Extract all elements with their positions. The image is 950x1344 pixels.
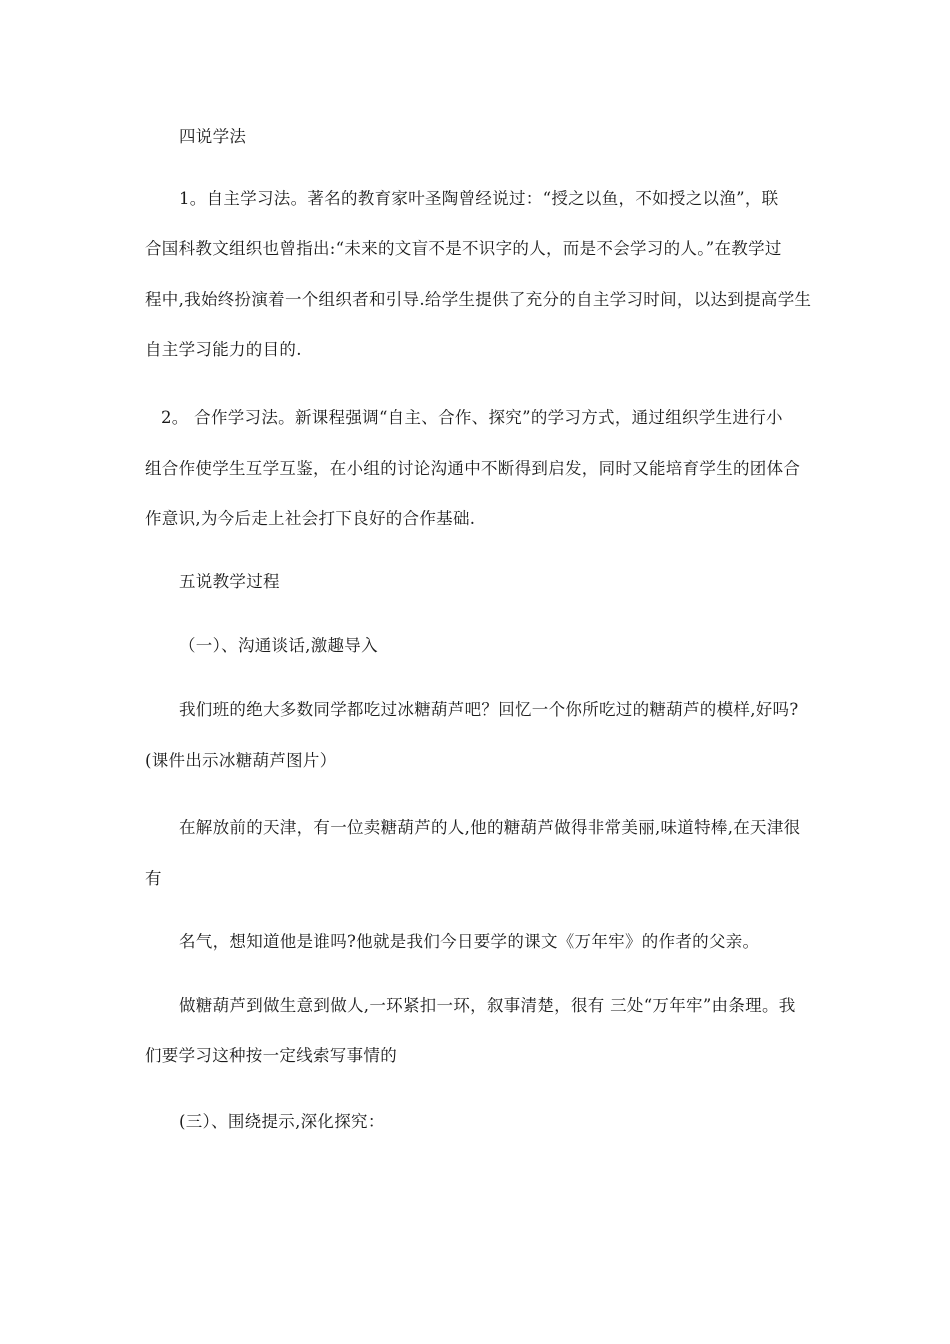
paragraph-2-line-2: 组合作使学生互学互鉴，在小组的讨论沟通中不断得到启发，同时又能培育学生的团体合	[145, 459, 801, 478]
paragraph-2-line-3: 作意识,为今后走上社会打下良好的合作基础.	[145, 509, 476, 528]
paragraph-4-line-2: 有	[145, 869, 162, 888]
paragraph-3-line-1: 我们班的绝大多数同学都吃过冰糖葫芦吧？回忆一个你所吃过的糖葫芦的模样,好吗?	[179, 700, 799, 719]
paragraph-1-line-4: 自主学习能力的目的.	[145, 340, 302, 359]
section-4-title: 四说学法	[179, 127, 247, 146]
paragraph-2-line-1: 2。 合作学习法。新课程强调“自主、合作、探究”的学习方式，通过组织学生进行小	[161, 408, 783, 427]
paragraph-3-line-2: (课件出示冰糖葫芦图片）	[145, 751, 337, 770]
subsection-1-title: （一）、沟通谈话,激趣导入	[179, 636, 378, 655]
paragraph-6-line-1: 做糖葫芦到做生意到做人,一环紧扣一环，叙事清楚，很有 三处“万年牢”由条理。我	[179, 996, 796, 1015]
paragraph-1-line-2: 合国科教文组织也曾指出:“未来的文盲不是不识字的人，而是不会学习的人。”在教学过	[145, 239, 782, 258]
paragraph-1-line-1: 1。自主学习法。著名的教育家叶圣陶曾经说过：“授之以鱼，不如授之以渔”，联	[179, 189, 779, 208]
section-5-title: 五说教学过程	[179, 572, 280, 591]
paragraph-4-line-1: 在解放前的天津，有一位卖糖葫芦的人,他的糖葫芦做得非常美丽,味道特棒,在天津很	[179, 818, 801, 837]
paragraph-6-line-2: 们要学习这种按一定线索写事情的	[145, 1046, 397, 1065]
subsection-3-title: (三）、围绕提示,深化探究：	[179, 1112, 385, 1131]
paragraph-5: 名气，想知道他是谁吗?他就是我们今日要学的课文《万年牢》的作者的父亲。	[179, 932, 760, 951]
paragraph-1-line-3: 程中,我始终扮演着一个组织者和引导.给学生提供了充分的自主学习时间，以达到提高学生	[145, 290, 812, 309]
